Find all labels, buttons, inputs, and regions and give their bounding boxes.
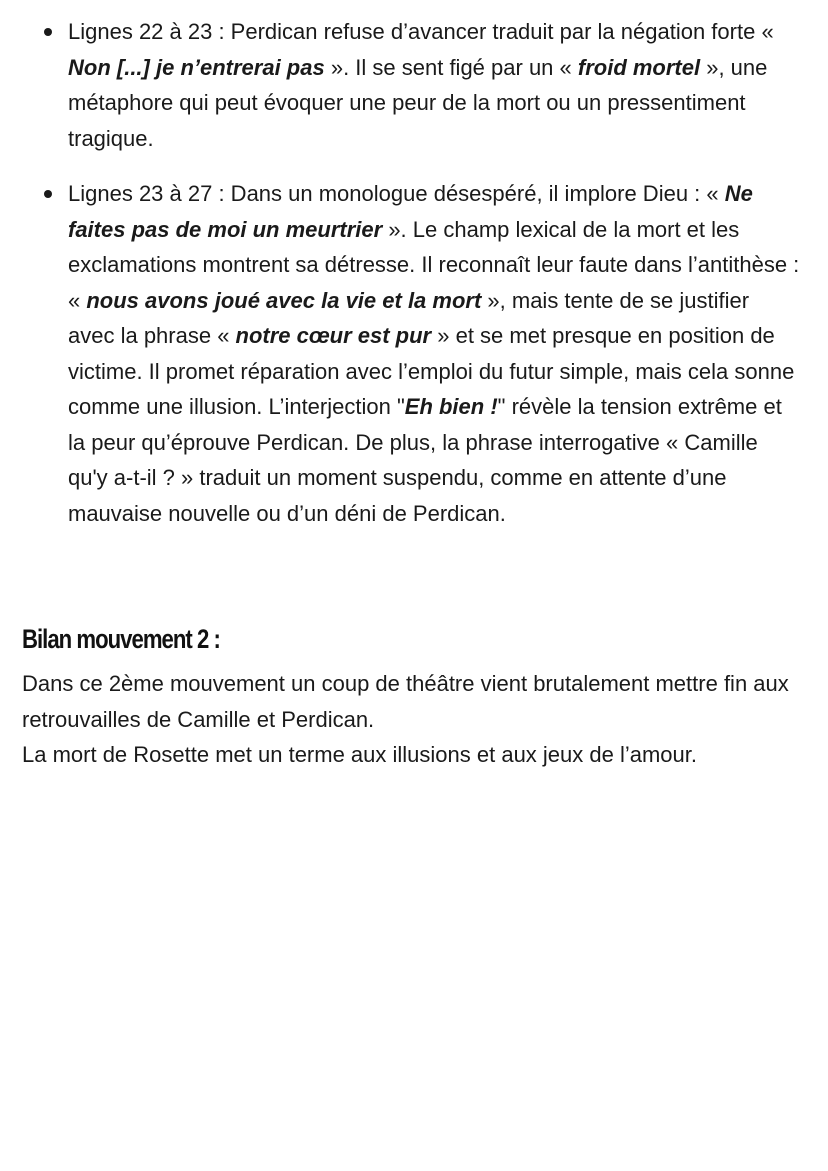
bullet-lines-22-23 [20,14,800,156]
quote: Ne faites pas de moi un meurtrier [68,181,753,242]
text: Lignes 23 à 27 : Dans un monologue désespéré, il implore Dieu : « [68,181,725,206]
summary-heading: Bilan mouvement 2 : [22,624,220,654]
quote: notre cœur est pur [235,323,432,348]
text: Lignes 22 à 23 : Perdican refuse d’avancer traduit par la négation forte « [68,19,774,44]
text: », mais tente de se justifier avec la phrase « [68,287,750,348]
analysis-bullet-list [20,14,800,551]
quote: Eh bien ! [404,394,498,419]
text: » et se met presque en position de victime. Il promet réparation avec l’emploi du futur simple, mais cela sonne comme une illusion. L’interjection " [68,323,795,419]
quote: froid mortel [577,54,701,80]
summary-line: La mort de Rosette met un terme aux illusions et aux jeux de l’amour. [22,742,698,767]
bullet-dot [44,28,52,36]
text: ». Il se sent figé par un « [324,54,578,80]
summary-line: Dans ce 2ème mouvement un coup de théâtre vient brutalement mettre fin aux retrouvailles de Camille et Perdican. [22,671,789,732]
text: ». Le champ lexical de la mort et les exclamations montrent sa détresse. Il reconnaît leur faute dans l’antithèse : « [68,216,800,313]
quote: Non [...] je n’entrerai pas [68,54,325,80]
text: », une métaphore qui peut évoquer une peur de la mort ou un pressentiment tragique. [68,54,768,151]
summary-body [22,666,812,773]
bullet-lines-23-27 [20,176,800,531]
text: " révèle la tension extrême et la peur qu’éprouve Perdican. De plus, la phrase interrogative « Camille qu'y a-t-il ? » traduit un moment suspendu, comme en attente d’une mauvaise nouvelle ou d’un déni de Perdican. [68,394,782,526]
bullet-dot [44,190,52,198]
quote: nous avons joué avec la vie et la mort [86,287,482,313]
